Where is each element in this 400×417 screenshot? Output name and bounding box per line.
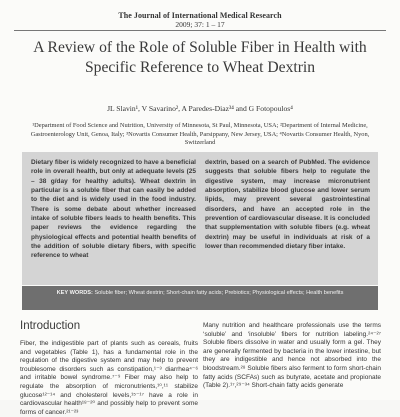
body-left-column: Fiber, the indigestible part of plants such as cereals, fruits and vegetables (Table 1), has a fundamental role in the regulation of the digestive system and may help to prevent troublesome disorders such as constipation,¹⁻³ diarrhea⁴⁻⁶ and irritable bowel syndrome.⁷⁻⁹ Fiber may also help to regulate the absorption of micronutrients,¹⁰,¹¹ stabilize glucose¹²⁻¹⁴ and cholesterol levels,¹⁵⁻¹⁷ have a role in cardiovascular health¹⁸⁻²⁰ and possibly help to prevent some forms of cancer.²¹⁻²³ xyxy=(20,340,198,416)
abstract-left-column: Dietary fiber is widely recognized to have a beneficial role in overall health, but only at adequate levels (25 – 38 g/day for healthy adults). Wheat dextrin in particular is a soluble fiber that can easily be added to the diet and is widely used in the food industry. There is some debate about whether increased intake of soluble fibers leads to health benefits. This paper reviews the evidence regarding the physiological effects and potential health benefits of the addition of soluble dietary fibers, with specific reference to wheat xyxy=(31,159,196,260)
header-rule xyxy=(14,30,386,31)
author-list: JL Slavin¹, V Savarino², A Paredes-Diaz³⁴ and G Fotopoulos⁴ xyxy=(107,104,293,113)
article-title: A Review of the Role of Soluble Fiber in Health with Specific Reference to Wheat Dextrin xyxy=(33,39,367,76)
citation-line: 2009; 37: 1 – 17 xyxy=(175,20,225,29)
keywords-label: KEY WORDS: xyxy=(56,290,93,296)
abstract-right-column: dextrin, based on a search of PubMed. The evidence suggests that soluble fibers help to regulate the digestive system, may increase micronutrient absorption, stabilize blood glucose and lower serum lipids, may prevent several gastrointestinal disorders, and have an accepted role in the prevention of cardiovascular disease. It is concluded that supplementation with soluble fibers (e.g. wheat dextrin) may be useful in individuals at risk of a lower than recommended dietary fiber intake. xyxy=(205,159,370,251)
abstract-box xyxy=(22,152,378,285)
affiliations: ¹Department of Food Science and Nutrition, University of Minnesota, St Paul, Minnesota, USA; ²Department of Internal Medicine, Gastroenterology Unit, Genoa, Italy; ³Novartis Consumer Health, Parsippany, New Jersey, USA; ⁴Novartis Consumer Health, Nyon, Switzerland xyxy=(30,122,370,147)
body-right-column: Many nutrition and healthcare professionals use the terms ‘soluble’ and ‘insoluble’ fibers for nutrition labeling.²⁴⁻²⁷ Soluble fibers dissolve in water and usually form a gel. They are generally fermented by bacteria in the lower intestine, but they are indigestible and hence not absorbed into the bloodstream.²⁸ Soluble fibers also ferment to form short-chain fatty acids (SCFAs) such as butyrate, acetate and propionate (Table 2).¹⁷,²⁹⁻³⁴ Short-chain fatty acids generate xyxy=(203,322,381,390)
keywords-bar xyxy=(22,286,378,310)
introduction-heading: Introduction xyxy=(20,320,81,332)
journal-name: The Journal of International Medical Research xyxy=(118,11,282,20)
keywords-text: Soluble fiber; Wheat dextrin; Short-chain fatty acids; Prebiotics; Physiological effects; Health benefits xyxy=(94,290,344,296)
